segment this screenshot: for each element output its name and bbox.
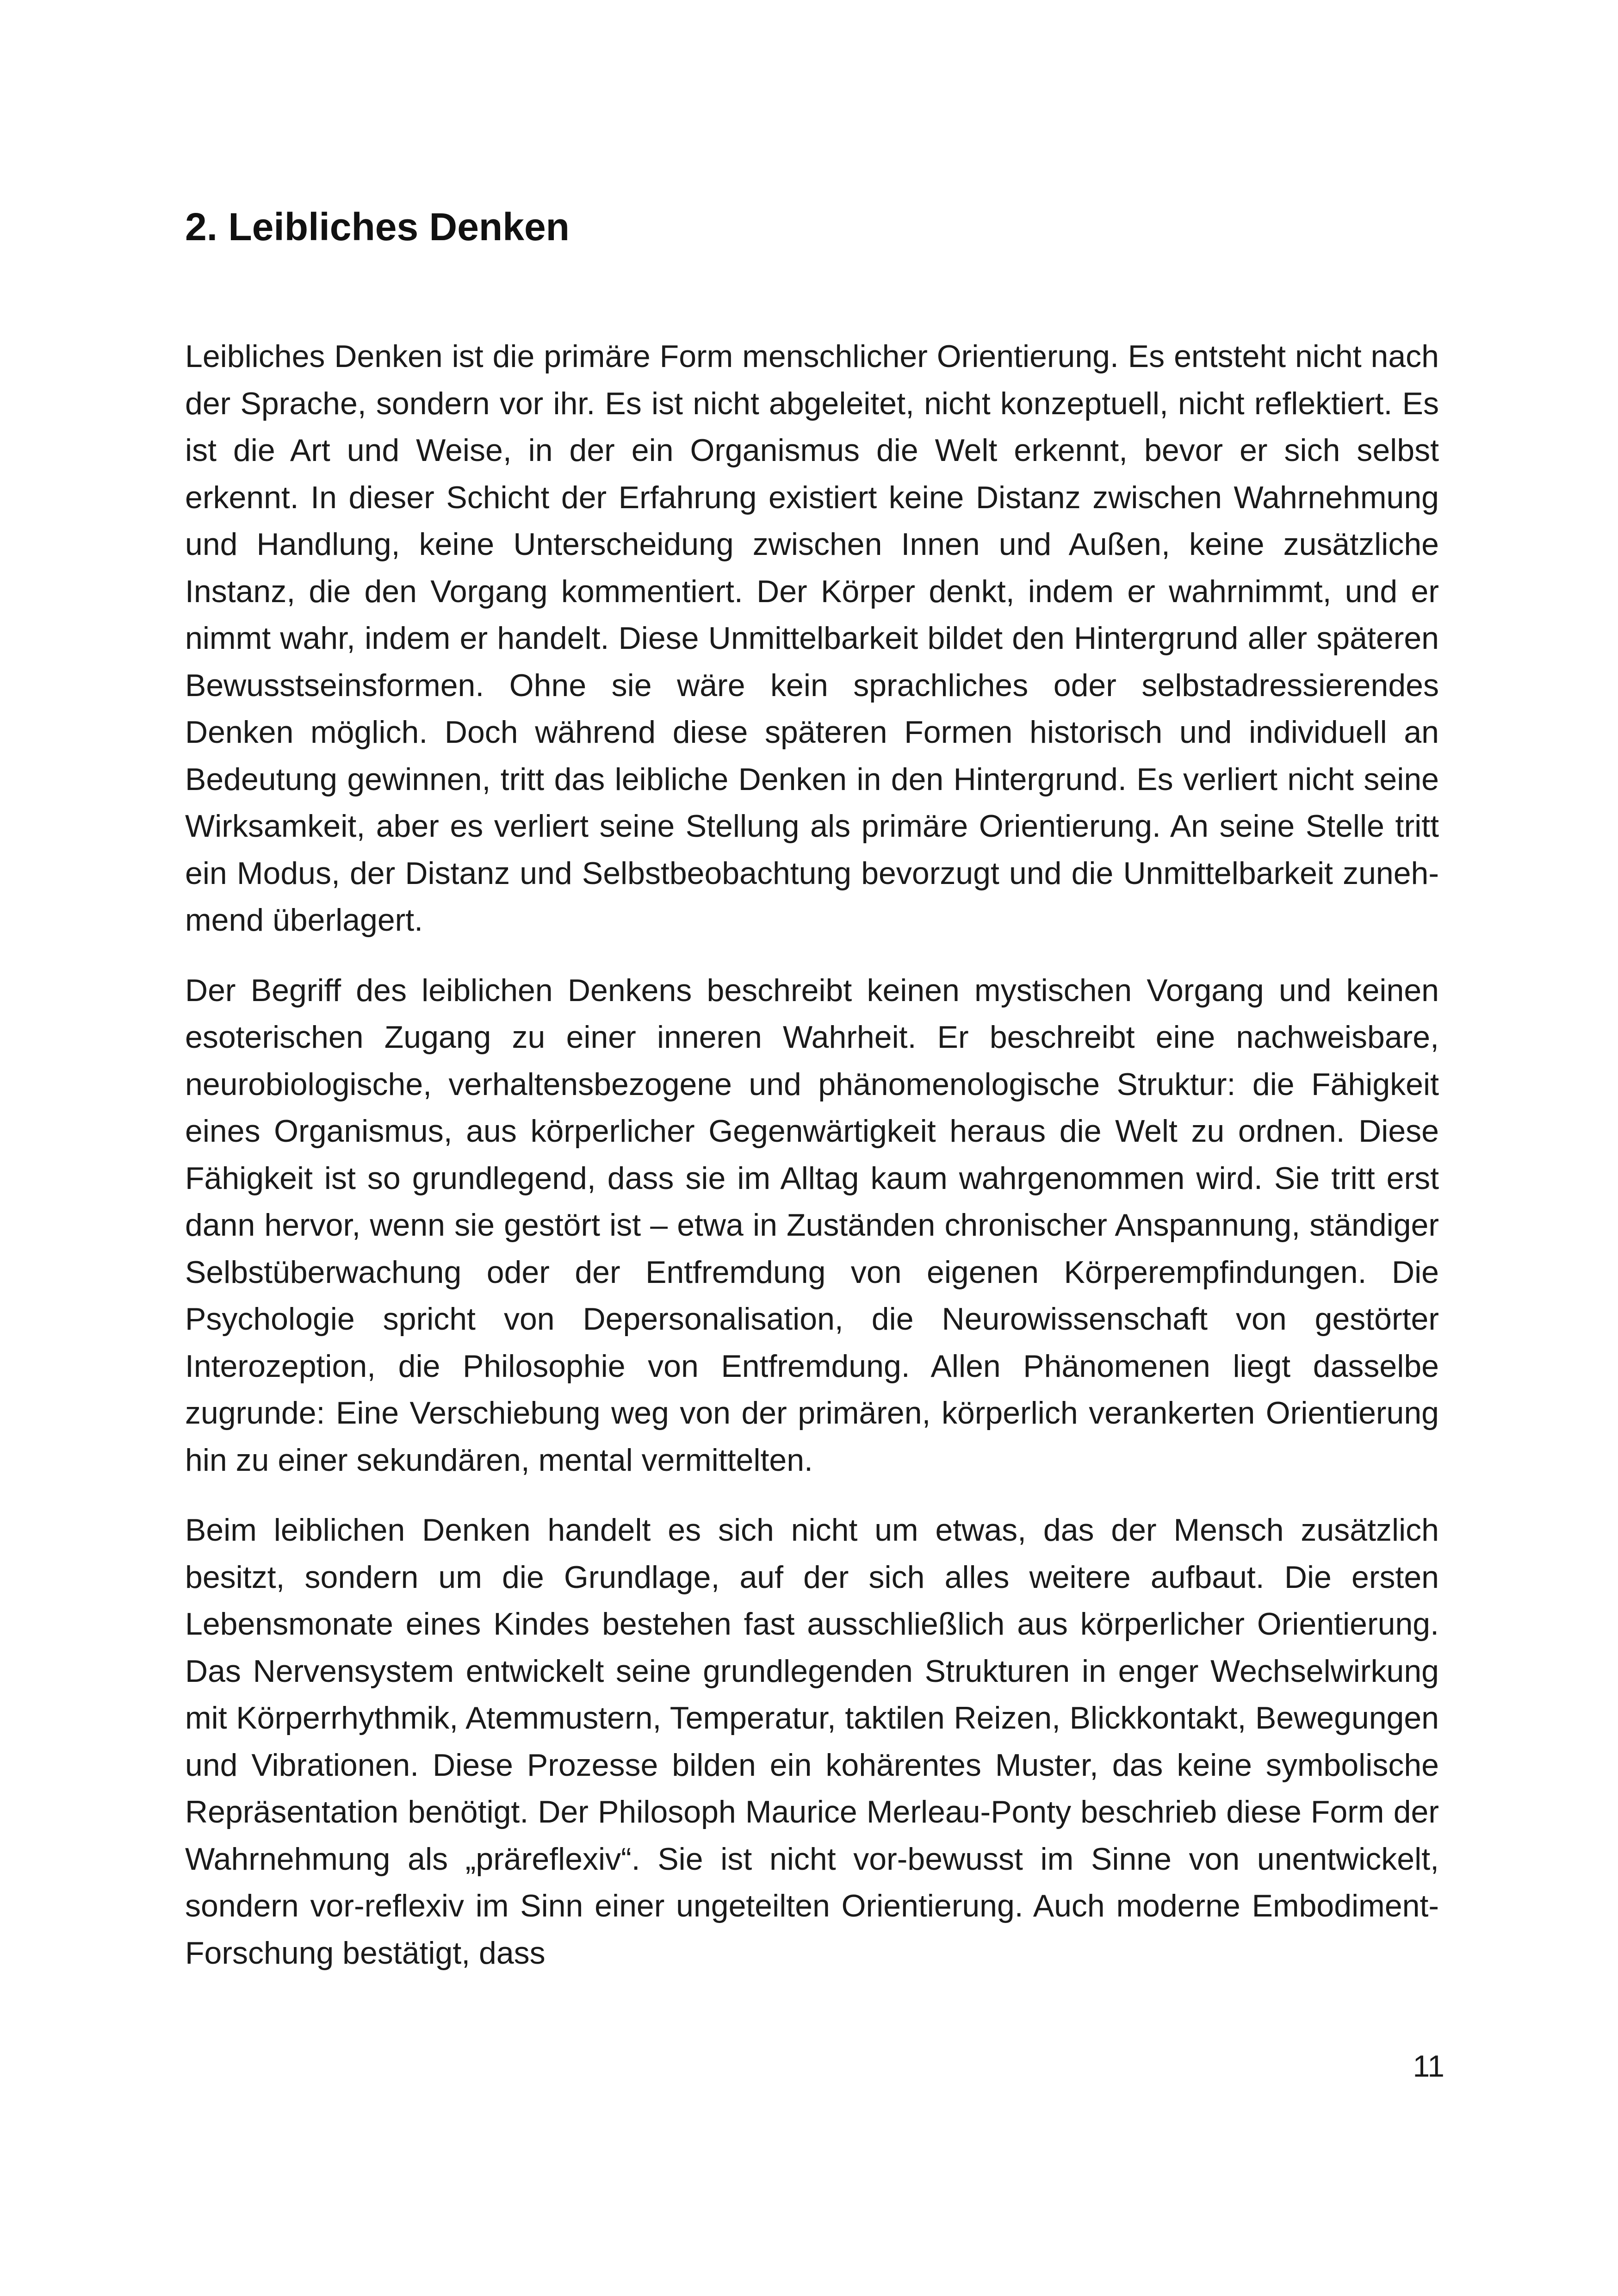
paragraph-1: Leibliches Denken ist die primäre Form menschlicher Orientierung. Es entsteht nicht nach der Sprache, sondern vor ihr. Es ist nicht abgeleitet, nicht konzeptuell, nicht reflektiert. Es ist die Art und Weise, in der ein Organismus die Welt erkennt, bevor er sich selbst erkennt. In dieser Schicht der Erfahrung existiert keine Distanz zwischen Wahrnehmung und Handlung, keine Unterscheidung zwischen Innen und Außen, keine zusätzliche Instanz, die den Vorgang kommentiert. Der Körper denkt, indem er wahrnimmt, und er nimmt wahr, indem er handelt. Diese Unmittelbarkeit bildet den Hintergrund aller späteren Bewusstseinsformen. Ohne sie wäre kein sprachliches oder selbstadressierendes Denken möglich. Doch während diese späteren Formen historisch und individuell an Bedeutung gewinnen, tritt das leibliche Denken in den Hintergrund. Es verliert nicht seine Wirksamkeit, aber es verliert seine Stellung als primäre Orientierung. An seine Stelle tritt ein Modus, der Distanz und Selbstbeobachtung bevorzugt und die Unmittelbarkeit zunehmend überlagert. — [185, 339, 1439, 938]
page-number: 11 — [1413, 2049, 1444, 2083]
paragraph-2: Der Begriff des leiblichen Denkens beschreibt keinen mystischen Vorgang und keinen esoterischen Zugang zu einer inneren Wahrheit. Er beschreibt eine nachweisbare, neurobiologische, verhaltensbezogene und phänomenologische Struktur: die Fähigkeit eines Organismus, aus körperlicher Gegenwärtigkeit heraus die Welt zu ordnen. Diese Fähigkeit ist so grundlegend, dass sie im Alltag kaum wahrgenommen wird. Sie tritt erst dann hervor, wenn sie gestört ist – etwa in Zuständen chronischer Anspannung, ständiger Selbstüberwachung oder der Entfremdung von eigenen Körperempfindungen. Die Psychologie spricht von Depersonalisation, die Neurowissenschaft von gestörter Interozeption, die Philosophie von Entfremdung. Allen Phänomenen liegt dasselbe zugrunde: Eine Verschiebung weg von der primären, körperlich verankerten Orientierung hin zu einer sekundären, mental vermittelten. — [185, 972, 1439, 1478]
body-text — [185, 333, 1439, 2000]
paragraph-3: Beim leiblichen Denken handelt es sich nicht um etwas, das der Mensch zusätzlich besitzt, sondern um die Grundlage, auf der sich alles weitere aufbaut. Die ersten Lebensmonate eines Kindes bestehen fast ausschließlich aus körperlicher Orientierung. Das Nervensystem entwickelt seine grundlegenden Strukturen in enger Wechselwirkung mit Körperrhythmik, Atemmustern, Temperatur, taktilen Reizen, Blickkontakt, Bewegungen und Vibrationen. Diese Prozesse bilden ein kohärentes Muster, das keine symbolische Repräsentation benötigt. Der Philosoph Maurice Merleau-Ponty beschrieb diese Form der Wahrnehmung als „präreflexiv“. Sie ist nicht vor-bewusst im Sinne von unentwickelt, sondern vor-reflexiv im Sinn einer ungeteilten Orientierung. Auch moderne Embodiment-Forschung bestätigt, dass — [185, 1512, 1439, 1971]
section-heading: 2. Leibliches Denken — [185, 205, 570, 249]
